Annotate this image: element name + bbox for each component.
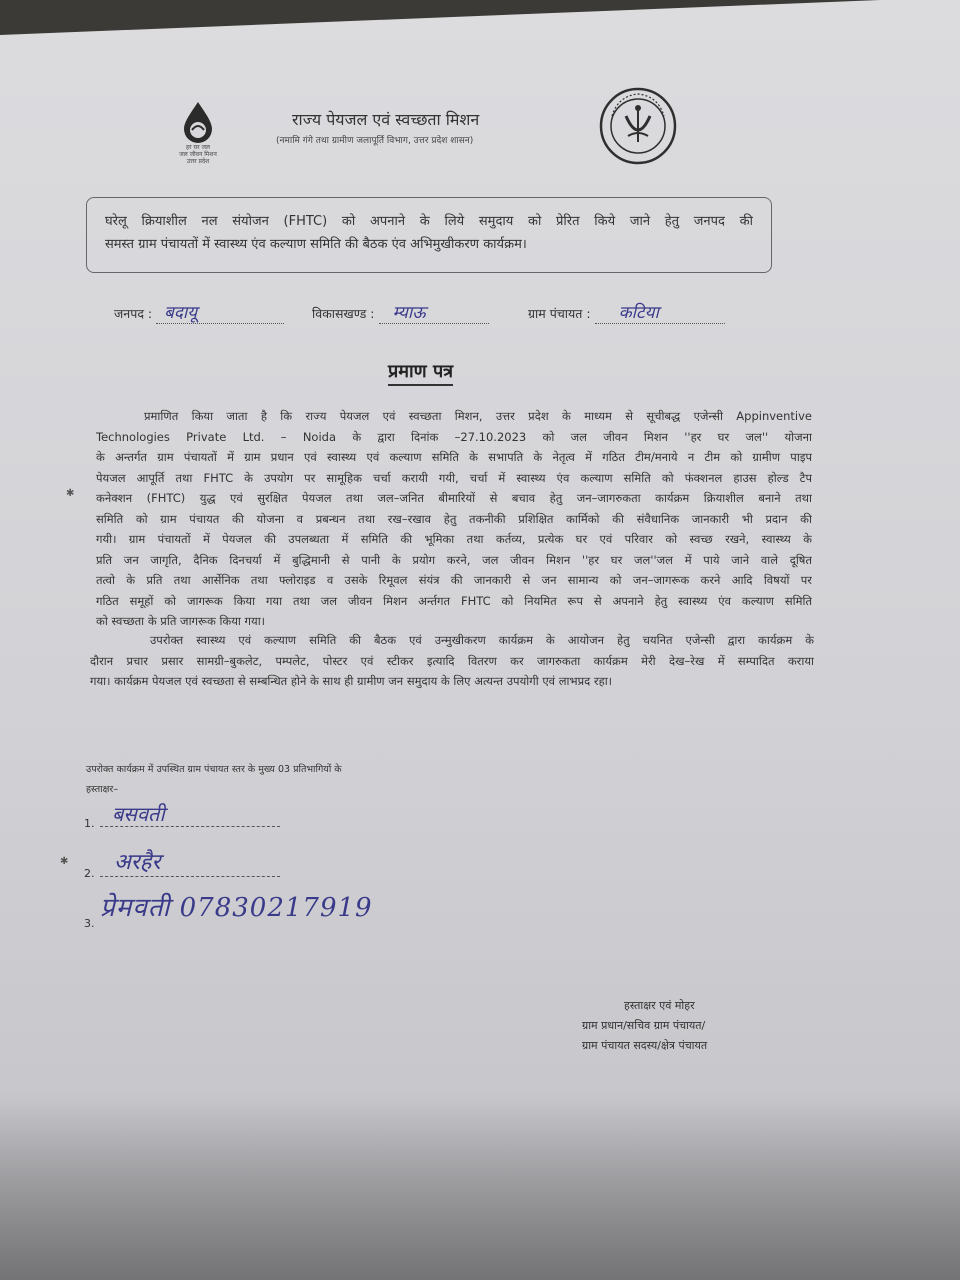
block-field <box>312 300 489 324</box>
district-value: बदायू <box>164 303 198 323</box>
signature-number: 3. <box>84 917 95 930</box>
program-line: समस्त ग्राम पंचायतों में स्वास्थ्य एंव कल्याण समिति की बैठक एंव अभिमुखीकरण कार्यक्रम। <box>105 237 527 252</box>
paragraph-line: को स्वच्छता के प्रति जागरूक किया गया। <box>96 614 266 628</box>
paragraph-line: उपरोक्त स्वास्थ्य एवं कल्याण समिति की बैठक एवं उन्मुखीकरण कार्यक्रम के आयोजन हेतु चयनित एजेन्सी द्वारा कार्यक्रम के <box>150 633 814 647</box>
signature-number: 2. <box>84 867 95 880</box>
margin-mark: ✱ <box>60 856 69 867</box>
paragraph-line: गठित समूहों को जागरूक किया गया तथा जल जीवन मिशन अर्न्तगत FHTC को नियमित रूप से अपनाने हेतु स्वास्थ्य एंव कल्याण समिति <box>96 593 812 608</box>
paragraph-line: तत्वो के प्रति तथा आर्सेनिक तथा फ्लोराइड व उसके रिमूवल संयंत्र की जानकारी से जन सामान्य को जन–जागरूक करने आदि विषयों पर <box>96 573 812 587</box>
margin-mark: ✱ <box>66 488 75 499</box>
certificate-paragraph-2 <box>90 630 814 692</box>
district-label: जनपद : <box>114 306 153 321</box>
panchayat-value: कटिया <box>618 303 659 323</box>
district-field <box>114 300 284 324</box>
logo-caption-line: जल जीवन मिशन <box>179 151 217 158</box>
logo-caption-line: उत्तर प्रदेश <box>186 158 210 165</box>
stamp-line: ग्राम पंचायत सदस्य/क्षेत्र पंचायत <box>582 1039 708 1052</box>
paragraph-line: गयी। ग्राम पंचायतों में पेयजल की उपलब्धता में समिति की भूमिका तथा कर्तव्य, प्रत्येक घर एवं परिवार को स्वच्छ रखने, स्वास्थ्य के <box>96 532 812 546</box>
stamp-signature-block <box>582 996 707 1056</box>
signature-2: अरहैर <box>114 850 161 875</box>
signature-number: 1. <box>84 817 95 830</box>
mission-subtitle: (नमामि गंगे तथा ग्रामीण जलापूर्ति विभाग, उत्तर प्रदेश शासन) <box>276 136 474 146</box>
block-label: विकासखण्ड : <box>312 306 375 321</box>
paragraph-line: प्रति जन जागृति, दैनिक दिनचर्या में बुद्धिमानी से पानी के प्रयोग करने, जल जीवन मिशन ''हर घर जल''जल में पाये जाने वाले दूषित <box>96 552 812 567</box>
paragraph-line: गया। कार्यक्रम पेयजल एवं स्वच्छता से सम्बन्धित होने के साथ ही ग्रामीण जन समुदाय के लिए अत्यन्त उपयोगी एवं लाभप्रद रहा। <box>90 674 613 688</box>
paragraph-line: पेयजल आपूर्ति तथा FHTC के उपयोग पर सामूहिक चर्चा करायी गयी, चर्चा में स्वास्थ्य एंव कल्याण समिति को फंक्शनल हाउस होल्ड टैप <box>96 470 812 485</box>
signature-1: बसवती <box>112 802 165 826</box>
paragraph-line: दौरान प्रचार प्रसार सामग्री–बुकलेट, पम्पलेट, पोस्टर एवं स्टीकर इत्यादि वितरण कर जागरुकता कार्यक्रम मेरी देख–रेख में सम्पादित कराया <box>90 653 814 668</box>
jal-jeevan-mission-logo <box>168 100 228 180</box>
paragraph-line: प्रमाणित किया जाता है कि राज्य पेयजल एवं स्वच्छता मिशन, उत्तर प्रदेश के माध्यम से सूचीबद्ध एजेन्सी Appinventive <box>144 409 812 423</box>
block-value: म्याऊ <box>392 303 426 323</box>
water-drop-icon <box>180 100 216 144</box>
logo-caption <box>168 144 228 165</box>
certificate-title: प्रमाण पत्र <box>388 359 453 386</box>
paragraph-line: के अन्तर्गत ग्राम पंचायतों में ग्राम प्रधान एवं स्वास्थ्य एवं कल्याण समिति के सभापति के नेतृत्व में गठित टीम/मनाये न टीम को ग्रामीण पाइप <box>96 450 812 464</box>
signature-3: प्रेमवती 07830217919 <box>100 893 373 923</box>
signature-row-3 <box>84 912 95 931</box>
mission-title: राज्य पेयजल एवं स्वच्छता मिशन <box>292 110 480 129</box>
signatures-heading <box>86 760 342 800</box>
logo-caption-line: हर घर जल <box>186 144 210 151</box>
stamp-line: ग्राम प्रधान/सचिव ग्राम पंचायत/ <box>582 1019 706 1032</box>
stamp-line: हस्ताक्षर एवं मोहर <box>624 999 695 1012</box>
signatures-heading-line: उपरोक्त कार्यक्रम में उपस्थित ग्राम पंचायत स्तर के मुख्य 03 प्रतिभागियों के <box>86 764 342 775</box>
signatures-heading-line: हस्ताक्षर– <box>86 784 119 795</box>
certificate-paragraph-1 <box>96 406 812 632</box>
paragraph-line: समिति को ग्राम पंचायत की योजना व प्रबन्धन तथा रख–रखाव हेतु तकनीकी प्रशिक्षित कार्मिको की संवैधानिक जानकारी भी प्रदान की <box>96 511 812 526</box>
program-title-box <box>86 197 772 273</box>
bottom-shadow <box>0 1100 960 1280</box>
paragraph-line: कनेक्शन (FHTC) युद्ध एवं सुरक्षित पेयजल तथा जल–जनित बीमारियों से बचाव हेतु जन–जागरुकता कार्यक्रम क्रियाशील बनाने तथा <box>96 491 812 505</box>
paragraph-line: Technologies Private Ltd. – Noida के द्वारा दिनांक –27.10.2023 को जल जीवन मिशन ''हर घर जल'' योजना <box>96 429 812 444</box>
up-government-emblem-icon <box>598 86 678 166</box>
panchayat-label: ग्राम पंचायत : <box>528 306 591 321</box>
panchayat-field <box>528 300 725 324</box>
program-line: घरेलू क्रियाशील नल संयोजन (FHTC) को अपनाने के लिये समुदाय को प्रेरित किये जाने हेतु जनपद की <box>105 214 753 229</box>
